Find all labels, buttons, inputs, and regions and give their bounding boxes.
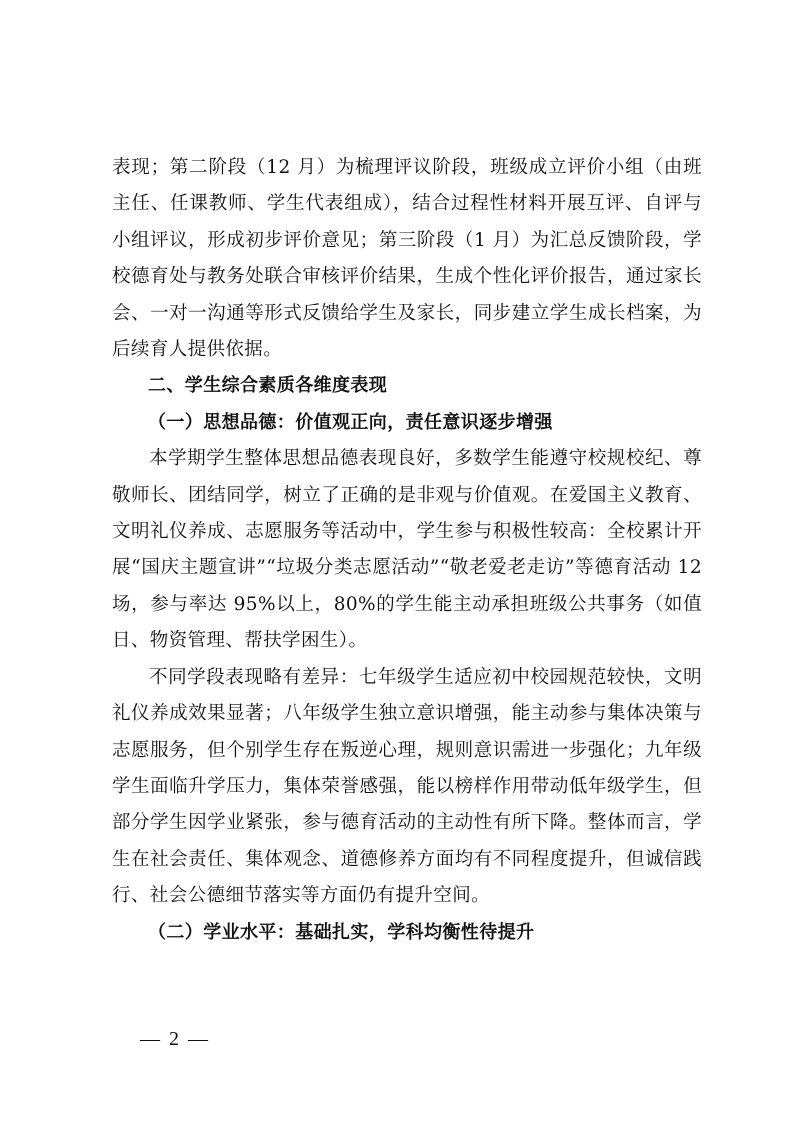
page-number: — 2 — xyxy=(140,1028,210,1050)
body-paragraph: 本学期学生整体思想品德表现良好，多数学生能遵守校规校纪、尊敬师长、团结同学，树立了正确的是非观与价值观。在爱国主义教育、文明礼仪养成、志愿服务等活动中，学生参与积极性较高：全校累计开展“国庆主题宣讲”“垃圾分类志愿活动”“敬老爱老走访”等德育活动 12 场，参与率达 95%以上，80%的学生能主动承担班级公共事务（如值日、物资管理、帮扶学困生）。 xyxy=(112,448,702,652)
subsection-heading: （二）学业水平：基础扎实，学科均衡性待提升 xyxy=(148,921,535,943)
subsection-heading: （一）思想品德：价值观正向，责任意识逐步增强 xyxy=(148,411,553,433)
body-paragraph: 不同学段表现略有差异：七年级学生适应初中校园规范较快，文明礼仪养成效果显著；八年级学生独立意识增强，能主动参与集体决策与志愿服务，但个别学生存在叛逆心理，规则意识需进一步强化；九年级学生面临升学压力，集体荣誉感强，能以榜样作用带动低年级学生，但部分学生因学业紧张，参与德育活动的主动性有所下降。整体而言，学生在社会责任、集体观念、道德修养方面均有不同程度提升，但诚信践行、社会公德细节落实等方面仍有提升空间。 xyxy=(112,666,702,907)
document-body xyxy=(112,150,702,951)
continuation-paragraph: 表现；第二阶段（12 月）为梳理评议阶段，班级成立评价小组（由班主任、任课教师、学生代表组成），结合过程性材料开展互评、自评与小组评议，形成初步评价意见；第三阶段（1 月）为汇总反馈阶段，学校德育处与教务处联合审核评价结果，生成个性化评价报告，通过家长会、一对一沟通等形式反馈给学生及家长，同步建立学生成长档案，为后续育人提供依据。 xyxy=(112,157,702,361)
section-heading: 二、学生综合素质各维度表现 xyxy=(148,375,388,397)
